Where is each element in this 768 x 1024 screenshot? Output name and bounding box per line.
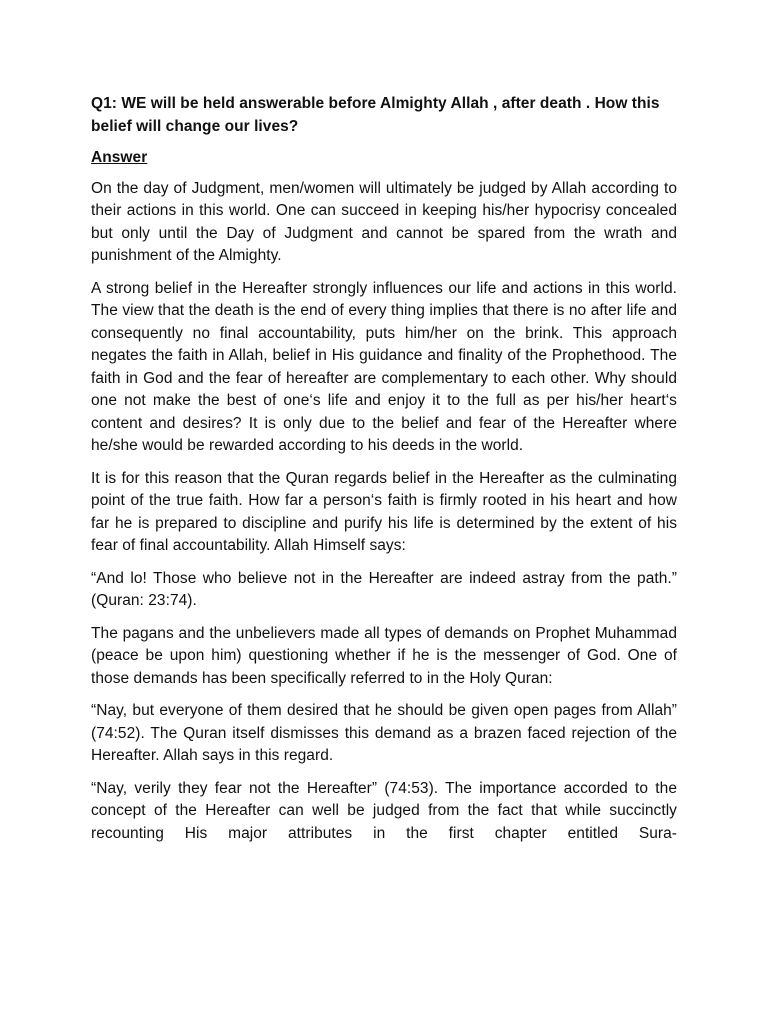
question-heading: Q1: WE will be held answerable before Almighty Allah , after death . How this belief will change our lives? bbox=[91, 95, 660, 135]
answer-heading: Answer bbox=[91, 149, 148, 166]
quote-paragraph-1: “And lo! Those who believe not in the Hereafter are indeed astray from the path.” (Quran: 23:74). bbox=[91, 569, 677, 609]
quote-paragraph-2: “Nay, but everyone of them desired that he should be given open pages from Allah” (74:52). The Quran itself dismisses this demand as a brazen faced rejection of the Hereafter. Allah says in this regard. bbox=[91, 702, 677, 764]
paragraph-4: The pagans and the unbelievers made all types of demands on Prophet Muhammad (peace be upon him) questioning whether if he is the messenger of God. One of those demands has been specifically referred to in the Holy Quran: bbox=[91, 624, 677, 687]
document-content bbox=[91, 93, 677, 855]
quote-paragraph-3: “Nay, verily they fear not the Hereafter” (74:53). The importance accorded to the concept of the Hereafter can well be judged from the fact that while succinctly recounting His major attributes in the first chapter entitled Sura- bbox=[91, 779, 677, 842]
paragraph-2: A strong belief in the Hereafter strongly influences our life and actions in this world. The view that the death is the end of every thing implies that there is no after life and consequently no final accountability, puts him/her on the brink. This approach negates the faith in Allah, belief in His guidance and finality of the Prophethood. The faith in God and the fear of hereafter are complementary to each other. Why should one not make the best of one‘s life and enjoy it to the full as per his/her heart‘s content and desires? It is only due to the belief and fear of the Hereafter where he/she would be rewarded according to his deeds in the world. bbox=[91, 279, 677, 454]
paragraph-3: It is for this reason that the Quran regards belief in the Hereafter as the culminating point of the true faith. How far a person‘s faith is firmly rooted in his heart and how far he is prepared to discipline and purify his life is determined by the extent of his fear of final accountability. Allah Himself says: bbox=[91, 469, 677, 554]
paragraph-1: On the day of Judgment, men/women will ultimately be judged by Allah according to their actions in this world. One can succeed in keeping his/her hypocrisy concealed but only until the Day of Judgment and cannot be spared from the wrath and punishment of the Almighty. bbox=[91, 179, 677, 264]
